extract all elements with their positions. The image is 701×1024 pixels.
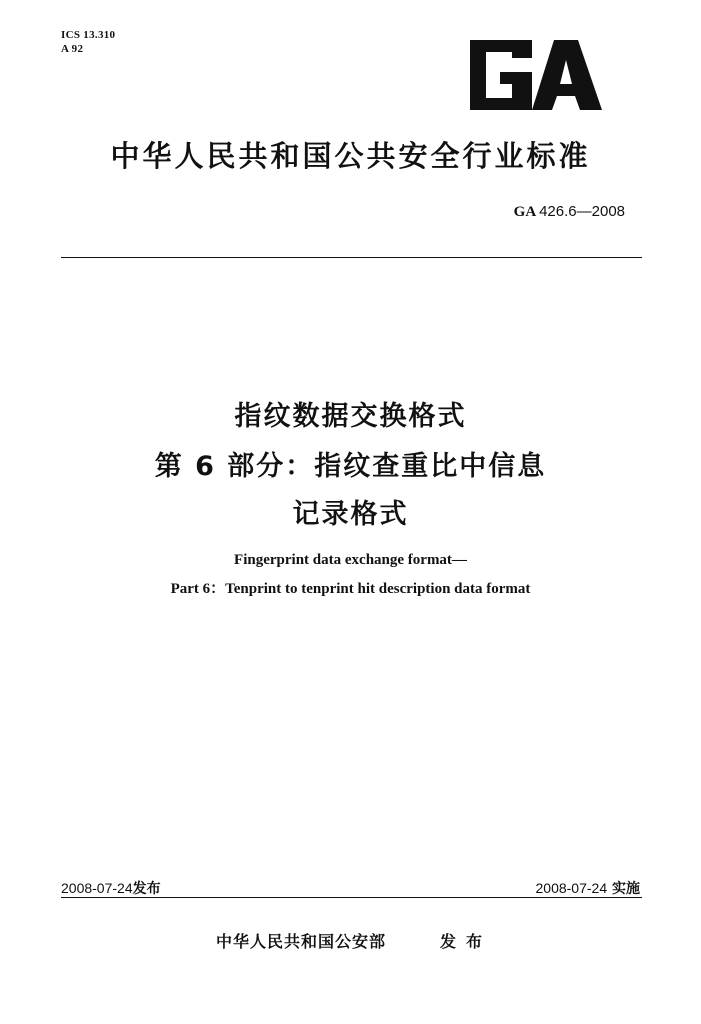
implement-date-value: 2008-07-24 bbox=[535, 880, 608, 896]
standard-number bbox=[514, 203, 625, 221]
issue-word: 发布 bbox=[440, 932, 493, 951]
issue-date-value: 2008-07-24 bbox=[61, 880, 133, 896]
issuer: 中华人民共和国公安部 bbox=[216, 932, 387, 951]
title-cn-line3: 记录格式 bbox=[292, 499, 409, 530]
title-en-line1: Fingerprint data exchange format— bbox=[234, 552, 467, 568]
title-cn-line2: 第 6 部分：指纹查重比中信息 bbox=[154, 451, 547, 482]
organization-title: 中华人民共和国公共安全行业标准 bbox=[110, 139, 591, 173]
standard-code: 426.6—2008 bbox=[539, 203, 625, 220]
header-divider bbox=[61, 257, 642, 258]
classification-codes bbox=[61, 28, 115, 56]
issue-date bbox=[61, 878, 161, 898]
issue-date-label: 发布 bbox=[132, 881, 161, 897]
implement-date-label: 实施 bbox=[612, 881, 640, 897]
class-code: A 92 bbox=[61, 43, 84, 55]
implement-date bbox=[536, 878, 641, 898]
ics-code: ICS 13.310 bbox=[61, 29, 116, 41]
footer-divider bbox=[61, 897, 642, 898]
title-en-line2: Part 6：Tenprint to tenprint hit description data format bbox=[170, 581, 531, 597]
title-cn-line1: 指纹数据交换格式 bbox=[234, 401, 467, 432]
ga-logo bbox=[462, 36, 604, 114]
standard-prefix: GA bbox=[513, 204, 536, 220]
